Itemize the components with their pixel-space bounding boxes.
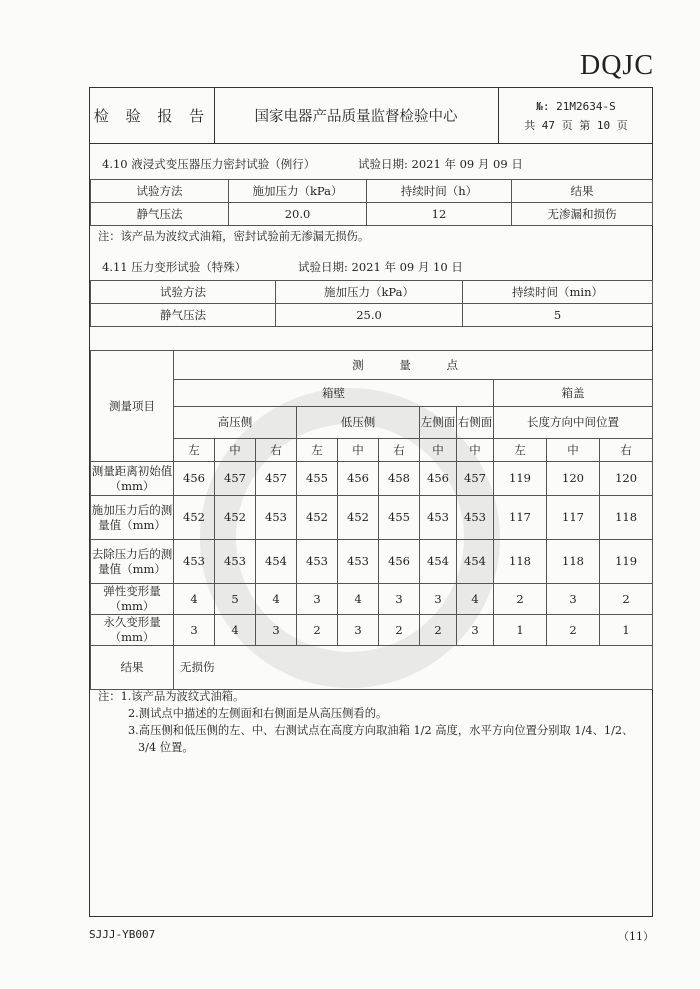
measurement-value: 117 <box>547 496 600 540</box>
report-type: 检 验 报 告 <box>90 88 215 143</box>
position-header: 右 <box>600 439 653 462</box>
position-header: 中 <box>457 439 494 462</box>
length-mid-header: 长度方向中间位置 <box>494 407 653 439</box>
sec411-date: 试验日期: 2021 年 09 月 10 日 <box>298 260 463 274</box>
measurement-value: 457 <box>215 462 256 496</box>
sec410-cell: 静气压法 <box>91 203 229 226</box>
position-header: 中 <box>338 439 379 462</box>
measurement-item-header: 测量项目 <box>91 351 174 462</box>
measurement-value: 453 <box>338 540 379 584</box>
sec410-col: 试验方法 <box>91 180 229 203</box>
measurement-value: 457 <box>256 462 297 496</box>
measurement-value: 3 <box>379 584 420 615</box>
measurement-value: 456 <box>420 462 457 496</box>
sec411-table <box>90 280 653 327</box>
note-2: 2.测试点中描述的左侧面和右侧面是从高压侧看的。 <box>128 707 388 720</box>
measurement-value: 3 <box>457 615 494 646</box>
position-header: 中 <box>215 439 256 462</box>
position-header: 中 <box>547 439 600 462</box>
measurement-value: 3 <box>256 615 297 646</box>
left-side-header: 左侧面 <box>420 407 457 439</box>
measurement-value: 453 <box>256 496 297 540</box>
measurement-value: 453 <box>297 540 338 584</box>
measurement-value: 457 <box>457 462 494 496</box>
page-count: 共 47 页 第 10 页 <box>524 118 628 132</box>
sec411-cell: 静气压法 <box>91 304 276 327</box>
measurement-value: 4 <box>174 584 215 615</box>
row-label: 去除压力后的测量值（mm） <box>91 540 174 584</box>
note-3: 3.高压侧和低压侧的左、中、右测试点在高度方向取油箱 1/2 高度，水平方向位置分别取 1/4、1/2、 <box>128 724 634 737</box>
measurement-value: 452 <box>215 496 256 540</box>
result-value: 无损伤 <box>174 646 653 690</box>
measurement-value: 454 <box>256 540 297 584</box>
note-1: 注：1.该产品为波纹式油箱。 <box>98 690 245 703</box>
measurement-points-header: 测 量 点 <box>174 351 653 380</box>
measurement-value: 3 <box>174 615 215 646</box>
measurement-value: 117 <box>494 496 547 540</box>
sec411-cell: 25.0 <box>276 304 463 327</box>
sec410-col: 结果 <box>512 180 653 203</box>
result-label: 结果 <box>91 646 174 690</box>
row-label: 弹性变形量（mm） <box>91 584 174 615</box>
measurement-value: 120 <box>600 462 653 496</box>
measurement-value: 3 <box>420 584 457 615</box>
position-header: 中 <box>420 439 457 462</box>
tank-lid-header: 箱盖 <box>494 380 653 407</box>
measurement-value: 2 <box>297 615 338 646</box>
measurement-value: 454 <box>420 540 457 584</box>
measurement-value: 2 <box>547 615 600 646</box>
sec410-cell: 12 <box>367 203 512 226</box>
measurement-value: 3 <box>547 584 600 615</box>
measurement-value: 456 <box>379 540 420 584</box>
sec411-cell: 5 <box>463 304 653 327</box>
position-header: 左 <box>174 439 215 462</box>
sec410-note: 注：该产品为波纹式油箱，密封试验前无渗漏无损伤。 <box>98 230 370 243</box>
sec411-col: 试验方法 <box>91 281 276 304</box>
measurement-value: 2 <box>420 615 457 646</box>
position-header: 右 <box>379 439 420 462</box>
report-header <box>90 88 652 144</box>
measurement-row <box>91 462 653 496</box>
institution-name: 国家电器产品质量监督检验中心 <box>214 88 499 143</box>
report-page <box>89 87 653 917</box>
measurement-value: 3 <box>297 584 338 615</box>
brand-mark: DQJC <box>579 50 654 81</box>
measurement-value: 1 <box>600 615 653 646</box>
hv-side-header: 高压侧 <box>174 407 297 439</box>
row-label: 永久变形量（mm） <box>91 615 174 646</box>
measurement-row <box>91 615 653 646</box>
measurement-value: 456 <box>338 462 379 496</box>
measurement-value: 453 <box>420 496 457 540</box>
measurement-row <box>91 584 653 615</box>
sec411-title: 4.11 压力变形试验（特殊） <box>102 260 247 274</box>
measurement-value: 4 <box>215 615 256 646</box>
measurement-table <box>90 350 653 690</box>
measurement-value: 4 <box>256 584 297 615</box>
sec411-col: 持续时间（min） <box>463 281 653 304</box>
measurement-value: 455 <box>379 496 420 540</box>
measurement-value: 2 <box>379 615 420 646</box>
sec410-cell: 20.0 <box>229 203 367 226</box>
measurement-value: 1 <box>494 615 547 646</box>
row-label: 测量距离初始值（mm） <box>91 462 174 496</box>
sec410-table <box>90 179 653 226</box>
measurement-value: 2 <box>494 584 547 615</box>
measurement-value: 452 <box>338 496 379 540</box>
measurement-value: 118 <box>600 496 653 540</box>
position-header: 左 <box>494 439 547 462</box>
measurement-value: 119 <box>494 462 547 496</box>
measurement-value: 455 <box>297 462 338 496</box>
position-header: 右 <box>256 439 297 462</box>
measurement-value: 5 <box>215 584 256 615</box>
measurement-value: 452 <box>174 496 215 540</box>
measurement-value: 454 <box>457 540 494 584</box>
note-3-cont: 3/4 位置。 <box>138 741 194 754</box>
measurement-value: 2 <box>600 584 653 615</box>
measurement-value: 3 <box>338 615 379 646</box>
measurement-value: 4 <box>457 584 494 615</box>
measurement-value: 453 <box>174 540 215 584</box>
measurement-value: 456 <box>174 462 215 496</box>
page-number: （11） <box>618 930 654 943</box>
form-code: SJJJ-YB007 <box>89 928 156 941</box>
sec410-cell: 无渗漏和损伤 <box>512 203 653 226</box>
tank-wall-header: 箱壁 <box>174 380 494 407</box>
report-number: №: 21M2634-S <box>536 99 616 113</box>
sec410-date: 试验日期: 2021 年 09 月 09 日 <box>358 157 523 171</box>
measurement-value: 119 <box>600 540 653 584</box>
measurement-row <box>91 540 653 584</box>
measurement-value: 453 <box>215 540 256 584</box>
position-header: 左 <box>297 439 338 462</box>
measurement-value: 118 <box>547 540 600 584</box>
measurement-value: 4 <box>338 584 379 615</box>
measurement-value: 458 <box>379 462 420 496</box>
measurement-row <box>91 496 653 540</box>
report-number-box <box>498 88 654 143</box>
sec411-col: 施加压力（kPa） <box>276 281 463 304</box>
measurement-value: 120 <box>547 462 600 496</box>
sec410-col: 持续时间（h） <box>367 180 512 203</box>
measurement-value: 118 <box>494 540 547 584</box>
row-label: 施加压力后的测量值（mm） <box>91 496 174 540</box>
measurement-value: 452 <box>297 496 338 540</box>
right-side-header: 右侧面 <box>457 407 494 439</box>
measurement-value: 453 <box>457 496 494 540</box>
lv-side-header: 低压侧 <box>297 407 420 439</box>
sec410-title: 4.10 液浸式变压器压力密封试验（例行） <box>102 157 316 171</box>
sec410-col: 施加压力（kPa） <box>229 180 367 203</box>
